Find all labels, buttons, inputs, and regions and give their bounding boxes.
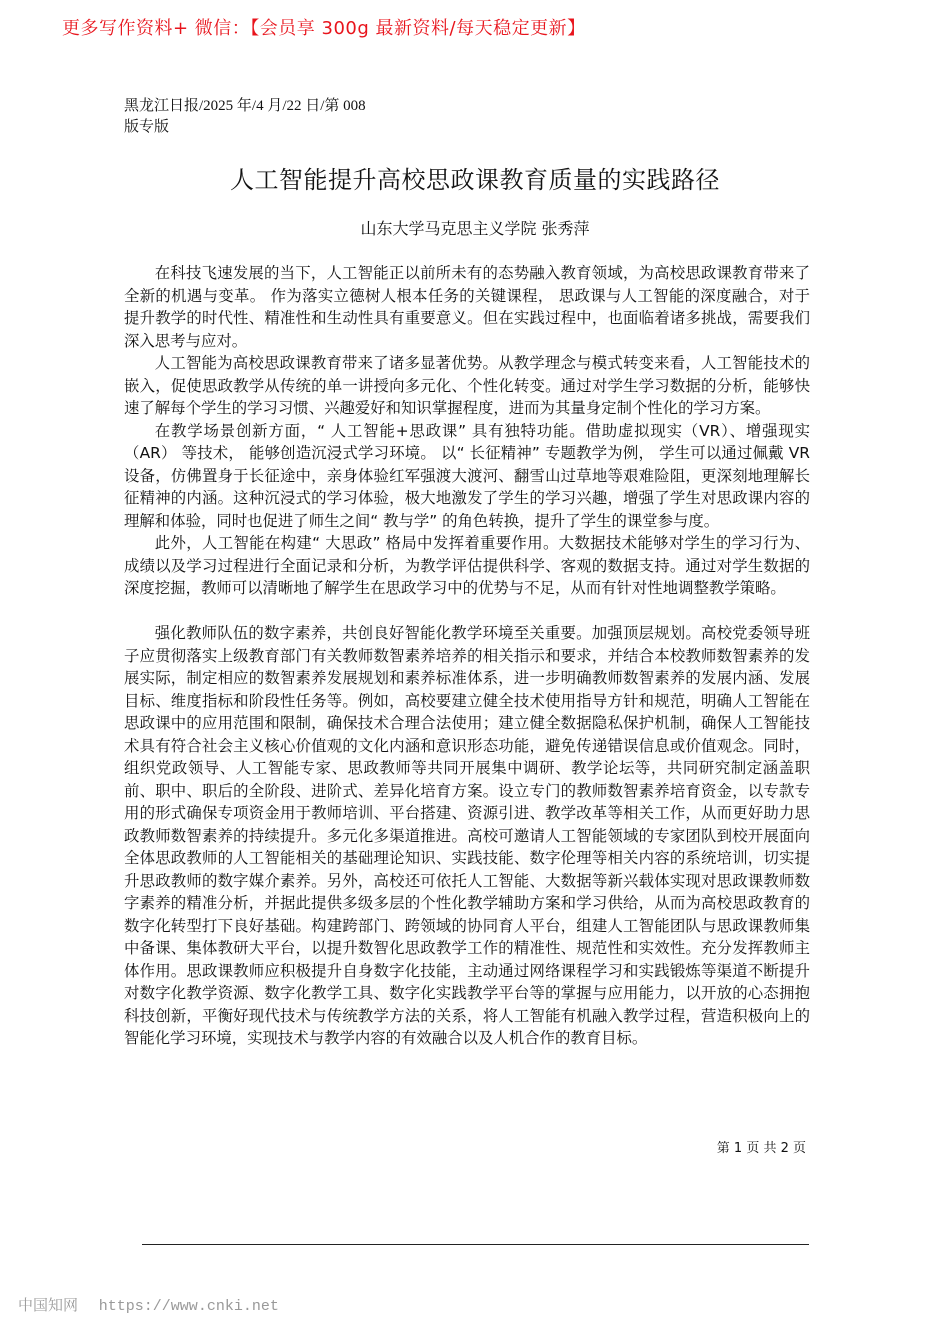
paragraph: 强化教师队伍的数字素养，共创良好智能化教学环境至关重要。加强顶层规划。高校党委领导班子应贯彻落实上级教育部门有关教师数智素养培养的相关指示和要求，并结合本校教师数智素养的发展实际，制定相应的数智素养发展规划和素养标准体系，进一步明确教师数智素养的发展内涵、发展目标、维度指标和阶段性任务等。例如，高校要建立健全技术使用指导方针和规范，明确人工智能在思政课中的应用范围和限制，确保技术合理合法使用；建立健全数据隐私保护机制，确保人工智能技术具有符合社会主义核心价值观的文化内涵和意识形态功能，避免传递错误信息或价值观念。同时，组织党政领导、人工智能专家、思政教师等共同开展集中调研、教学论坛等，共同研究制定涵盖职前、职中、职后的全阶段、进阶式、差异化培育方案。设立专门的教师数智素养培育资金，以专款专用的形式确保专项资金用于教师培训、平台搭建、资源引进、教学改革等相关工作，从而更好助力思政教师数智素养的持续提升。多元化多渠道推进。高校可邀请人工智能领域的专家团队到校开展面向全体思政教师的人工智能相关的基础理论知识、实践技能、数字伦理等相关内容的系统培训，切实提升思政教师的数字媒介素养。另外，高校还可依托人工智能、大数据等新兴载体实现对思政课教师数字素养的精准分析，并据此提供多级多层的个性化教学辅助方案和学习供给，从而为高校思政教育的数字化转型打下良好基础。构建跨部门、跨领域的协同育人平台，组建人工智能团队与思政课教师集中备课、集体教研大平台，以提升数智化思政教学工作的精准性、规范性和实效性。充分发挥教师主体作用。思政课教师应积极提升自身数字化技能，主动通过网络课程学习和实践锻炼等渠道不断提升对数字化教学资源、数字化教学工具、数字化实践教学平台等的掌握与应用能力，以开放的心态拥抱科技创新，平衡好现代技术与传统教学方法的关系，将人工智能有机融入教学过程，营造积极向上的智能化学习环境，实现技术与教学内容的有效融合以及人机合作的教育目标。 [124, 624, 810, 1047]
source-line-1: 黑龙江日报/2025 年/4 月/22 日/第 008 [124, 98, 366, 114]
paragraph: 在科技飞速发展的当下，人工智能正以前所未有的态势融入教育领域，为高校思政课教育带来了全新的机遇与变革。 作为落实立德树人根本任务的关键课程， 思政课与人工智能的深度融合，对于提升教学的时代性、精准性和生动性具有重要意义。但在实践过程中，也面临着诸多挑战，需要我们深入思考与应对。 [124, 264, 810, 350]
article-body [124, 262, 810, 1050]
footer-watermark [18, 1294, 279, 1315]
source-citation [124, 96, 366, 138]
promo-banner: 更多写作资料+ 微信：【会员享 300g 最新资料/每天稳定更新】 [62, 18, 586, 39]
site-name: 中国知网 [18, 1296, 79, 1314]
source-line-2: 版专版 [124, 119, 170, 135]
site-url[interactable]: https://www.cnki.net [98, 1298, 279, 1315]
paragraph: 在教学场景创新方面，“ 人工智能+思政课” 具有独特功能。借助虚拟现实（VR）、增强现实（AR） 等技术， 能够创造沉浸式学习环境。 以“ 长征精神” 专题教学为例， 学生可以通过佩戴 VR 设备，仿佛置身于长征途中，亲身体验红军强渡大渡河、翻雪山过草地等艰难险阻，更深刻地理解长征精神的内涵。这种沉浸式的学习体验，极大地激发了学生的学习兴趣，增强了学生对思政课内容的理解和体验，同时也促进了师生之间“ 教与学” 的角色转换，提升了学生的课堂参与度。 [124, 421, 810, 530]
article-title: 人工智能提升高校思政课教育质量的实践路径 [230, 166, 720, 194]
footer-divider [142, 1244, 809, 1245]
paragraph: 人工智能为高校思政课教育带来了诸多显著优势。从教学理念与模式转变来看，人工智能技术的嵌入，促使思政教学从传统的单一讲授向多元化、个性化转变。通过对学生学习数据的分析，能够快速了解每个学生的学习习惯、兴趣爱好和知识掌握程度，进而为其量身定制个性化的学习方案。 [124, 354, 810, 417]
page-indicator: 第 1 页 共 2 页 [716, 1141, 806, 1156]
article-author: 山东大学马克思主义学院 张秀萍 [360, 219, 590, 238]
paragraph: 此外，人工智能在构建“ 大思政” 格局中发挥着重要作用。大数据技术能够对学生的学习行为、成绩以及学习过程进行全面记录和分析，为教学评估提供科学、客观的数据支持。通过对学生数据的深度挖掘，教师可以清晰地了解学生在思政学习中的优势与不足，从而有针对性地调整教学策略。 [124, 534, 810, 597]
